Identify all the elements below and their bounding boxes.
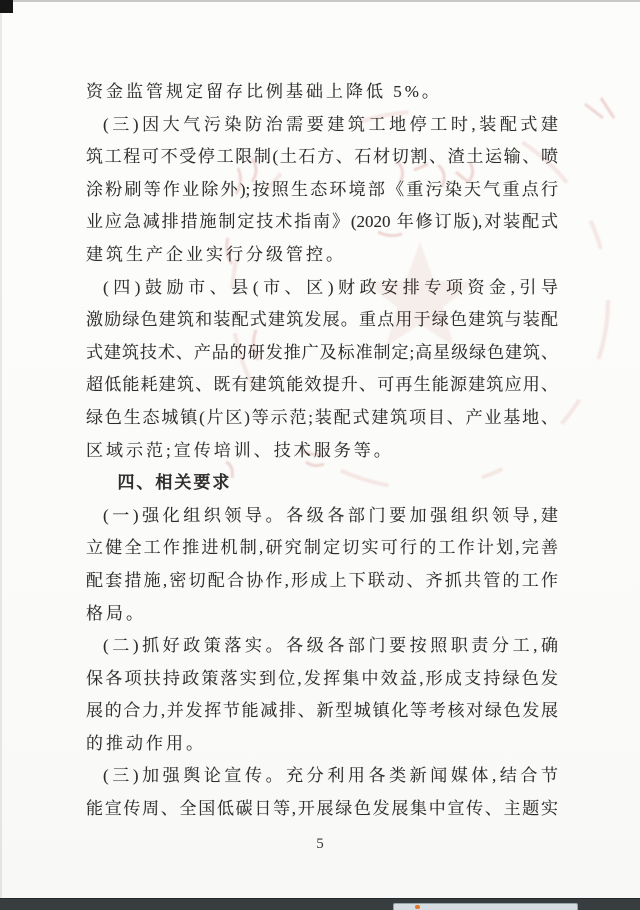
section-heading: 四、相关要求 bbox=[117, 473, 232, 493]
doc-line: (三)加强舆论宣传。充分利用各类新闻媒体,结合节 bbox=[103, 766, 558, 786]
doc-line: (四)鼓励市、县(市、区)财政安排专项资金,引导 bbox=[103, 277, 558, 297]
doc-line: 保各项扶持政策落实到位,发挥集中效益,形成支持绿色发 bbox=[86, 668, 558, 688]
doc-line: 配套措施,密切配合协作,形成上下联动、齐抓共管的工作 bbox=[86, 570, 558, 590]
doc-line: 区域示范;宣传培训、技术服务等。 bbox=[86, 440, 394, 460]
doc-line: 格局。 bbox=[86, 603, 146, 623]
doc-line: 超低能耗建筑、既有建筑能效提升、可再生能源建筑应用、 bbox=[86, 375, 558, 395]
doc-line: 绿色生态城镇(片区)等示范;装配式建筑项目、产业基地、 bbox=[86, 407, 558, 427]
doc-line: 业应急减排措施制定技术指南》(2020 年修订版),对装配式 bbox=[86, 212, 558, 232]
doc-line: (二)抓好政策落实。各级各部门要按照职责分工,确 bbox=[103, 636, 558, 656]
doc-line: 式建筑技术、产品的研发推广及标准制定;高星级绿色建筑、 bbox=[86, 342, 558, 362]
doc-line: 立健全工作推进机制,研究制定切实可行的工作计划,完善 bbox=[86, 538, 558, 558]
doc-line: (一)强化组织领导。各级各部门要加强组织领导,建 bbox=[103, 505, 558, 525]
orange-accent-dot-icon bbox=[415, 905, 420, 909]
doc-line: 资金监管规定留存比例基础上降低 5%。 bbox=[86, 82, 442, 101]
doc-line: 建筑生产企业实行分级管控。 bbox=[86, 244, 346, 264]
doc-line: 的推动作用。 bbox=[86, 733, 206, 753]
doc-line: 激励绿色建筑和装配式建筑发展。重点用于绿色建筑与装配 bbox=[86, 310, 558, 330]
scan-corner-artifact bbox=[0, 0, 13, 13]
scan-top-edge-artifact bbox=[0, 0, 640, 2]
doc-line: 筑工程可不受停工限制(土石方、石材切割、渣土运输、喷 bbox=[86, 147, 558, 167]
doc-line: 展的合力,并发挥节能减排、新型城镇化等考核对绿色发展 bbox=[86, 701, 558, 721]
document-body bbox=[86, 76, 558, 826]
doc-line: (三)因大气污染防治需要建筑工地停工时,装配式建 bbox=[103, 114, 558, 134]
desktop-background-strip bbox=[0, 898, 640, 910]
page-number: 5 bbox=[316, 836, 324, 852]
scan-left-edge-artifact bbox=[0, 0, 2, 910]
doc-line: 涂粉刷等作业除外);按照生态环境部《重污染天气重点行 bbox=[86, 179, 558, 199]
doc-line: 能宣传周、全国低碳日等,开展绿色发展集中宣传、主题实 bbox=[86, 799, 558, 819]
partial-window-strip[interactable] bbox=[393, 903, 578, 910]
